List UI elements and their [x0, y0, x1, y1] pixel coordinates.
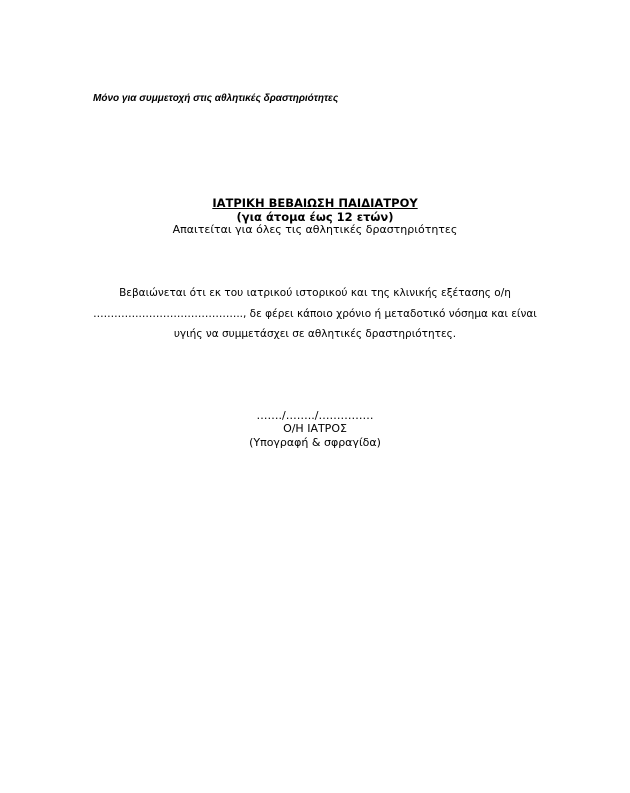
- signature-stamp-label: (Υπογραφή & σφραγίδα): [249, 436, 381, 449]
- certification-line-2: …………..……………………….., δε φέρει κάποιο χρόνιο ή μεταδοτικό νόσημα και είναι: [93, 308, 537, 320]
- date-field: ……./……../……………: [256, 409, 374, 422]
- participation-note: Μόνο για συμμετοχή στις αθλητικές δραστηριότητες: [93, 93, 339, 104]
- document-title: ΙΑΤΡΙΚΗ ΒΕΒΑΙΩΣΗ ΠΑΙΔΙΑΤΡΟΥ: [212, 196, 418, 210]
- certification-line-1: Βεβαιώνεται ότι εκ του ιατρικού ιστορικού και της κλινικής εξέτασης ο/η: [119, 287, 511, 299]
- document-subtitle: (για άτομα έως 12 ετών): [236, 210, 394, 224]
- doctor-label: Ο/Η ΙΑΤΡΟΣ: [283, 422, 347, 435]
- requirement-text: Απαιτείται για όλες τις αθλητικές δραστηριότητες: [172, 223, 458, 236]
- certification-line-3: υγιής να συμμετάσχει σε αθλητικές δραστηριότητες.: [173, 328, 457, 340]
